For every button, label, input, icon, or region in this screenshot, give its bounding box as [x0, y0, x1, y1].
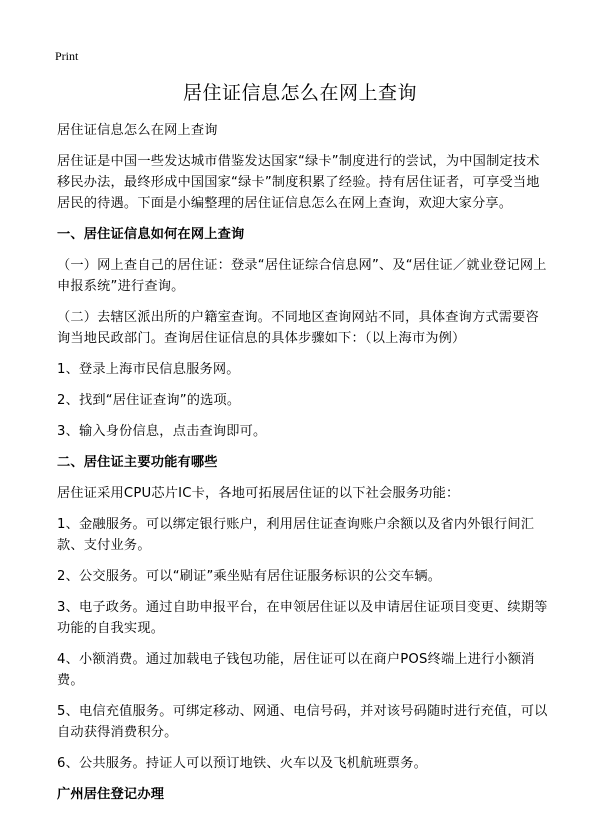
step-3: 3、输入身份信息，点击查询即可。	[57, 424, 267, 439]
section-heading-2: 二、居住证主要功能有哪些	[57, 455, 218, 470]
step-1: 1、登录上海市民信息服务网。	[57, 362, 240, 377]
function-5: 5、电信充值服务。可绑定移动、网通、电信号码，并对该号码随时进行充值，可以自动获得消费积分。	[57, 704, 548, 740]
function-3: 3、电子政务。通过自助申报平台，在申领居住证以及申请居住证项目变更、续期等功能的自我实现。	[57, 600, 548, 636]
function-1: 1、金融服务。可以绑定银行账户，利用居住证查询账户余额以及省内外银行间汇款、支付业务。	[57, 517, 535, 553]
section-heading-1: 一、居住证信息如何在网上查询	[57, 227, 245, 242]
subtitle: 居住证信息怎么在网上查询	[57, 123, 218, 138]
function-2: 2、公交服务。可以“刷证”乘坐贴有居住证服务标识的公交车辆。	[57, 569, 442, 584]
step-2: 2、找到“居住证查询”的选项。	[57, 393, 241, 408]
article-body	[57, 120, 552, 815]
section-heading-3: 广州居住登记办理	[57, 787, 165, 802]
online-query-paragraph: （一）网上查自己的居住证：登录“居住证综合信息网”、及“居住证／就业登记网上申报系统”进行查询。	[57, 258, 547, 294]
intro-paragraph: 居住证是中国一些发达城市借鉴发达国家“绿卡”制度进行的尝试，为中国制定技术移民办法，最终形成中国国家“绿卡”制度积累了经验。持有居住证者，可享受当地居民的待遇。下面是小编整理的居住证信息怎么在网上查询，欢迎大家分享。	[57, 154, 540, 211]
function-intro: 居住证采用CPU芯片IC卡，各地可拓展居住证的以下社会服务功能：	[57, 486, 460, 501]
print-link[interactable]: Print	[55, 49, 79, 63]
page-title: 居住证信息怎么在网上查询	[182, 82, 417, 104]
function-4: 4、小额消费。通过加载电子钱包功能，居住证可以在商户POS终端上进行小额消费。	[57, 652, 535, 688]
function-6: 6、公共服务。持证人可以预订地铁、火车以及飞机航班票务。	[57, 756, 428, 771]
offline-query-paragraph: （二）去辖区派出所的户籍室查询。不同地区查询网站不同，具体查询方式需要咨询当地民政部门。查询居住证信息的具体步骤如下：（以上海市为例）	[57, 310, 539, 346]
